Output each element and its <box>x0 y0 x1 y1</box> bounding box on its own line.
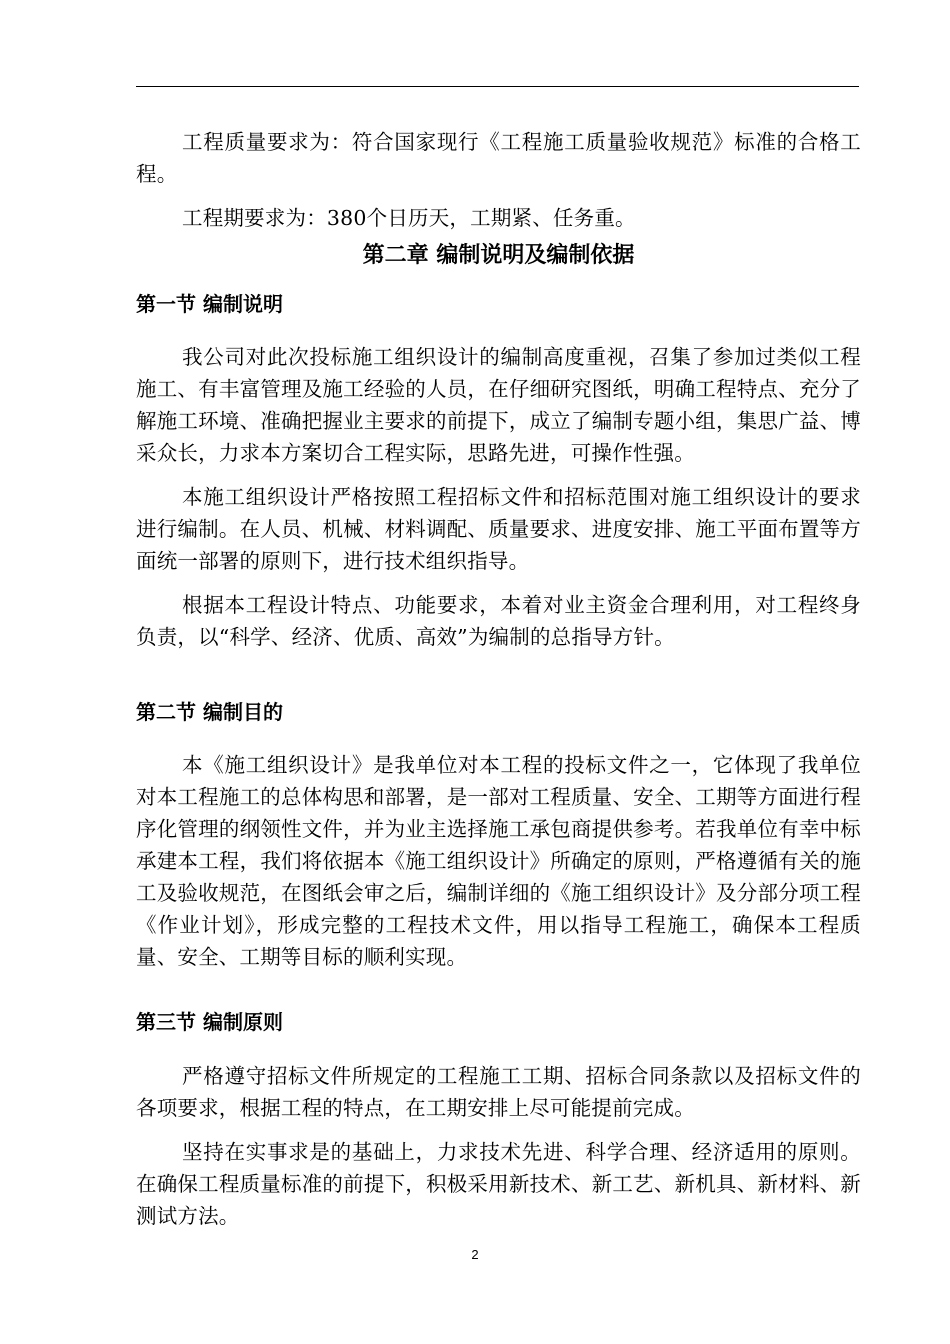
section-body <box>136 1060 861 1232</box>
paragraph: 本《施工组织设计》是我单位对本工程的投标文件之一，它体现了我单位对本工程施工的总体构思和部署，是一部对工程质量、安全、工期等方面进行程序化管理的纲领性文件，并为业主选择施工承包商提供参考。若我单位有幸中标承建本工程，我们将依据本《施工组织设计》所确定的原则，严格遵循有关的施工及验收规范，在图纸会审之后，编制详细的《施工组织设计》及分部分项工程《作业计划》，形成完整的工程技术文件，用以指导工程施工，确保本工程质量、安全、工期等目标的顺利实现。 <box>136 753 861 969</box>
section-title: 第一节 编制说明 <box>136 292 283 316</box>
paragraph: 严格遵守招标文件所规定的工程施工工期、招标合同条款以及招标文件的各项要求，根据工程的特点，在工期安排上尽可能提前完成。 <box>136 1064 861 1120</box>
section-body <box>136 341 861 653</box>
chapter-title: 第二章 编制说明及编制依据 <box>362 243 635 268</box>
section-title: 第三节 编制原则 <box>136 1010 283 1034</box>
page-number: 2 <box>471 1247 479 1262</box>
paragraph: 根据本工程设计特点、功能要求，本着对业主资金合理利用，对工程终身负责，以“科学、经济、优质、高效”为编制的总指导方针。 <box>136 593 861 649</box>
paragraph: 我公司对此次投标施工组织设计的编制高度重视，召集了参加过类似工程施工、有丰富管理及施工经验的人员，在仔细研究图纸，明确工程特点、充分了解施工环境、准确把握业主要求的前提下，成立了编制专题小组，集思广益、博采众长，力求本方案切合工程实际，思路先进，可操作性强。 <box>136 345 861 465</box>
section-title: 第二节 编制目的 <box>136 700 283 724</box>
header-rule <box>136 86 859 87</box>
top-paragraphs <box>136 126 861 234</box>
paragraph-duration: 工程期要求为：380个日历天，工期紧、任务重。 <box>182 206 636 230</box>
section-body <box>136 749 861 973</box>
paragraph: 坚持在实事求是的基础上，力求技术先进、科学合理、经济适用的原则。在确保工程质量标准的前提下，积极采用新技术、新工艺、新机具、新材料、新测试方法。 <box>136 1140 861 1228</box>
paragraph-quality: 工程质量要求为：符合国家现行《工程施工质量验收规范》标准的合格工程。 <box>136 130 861 186</box>
paragraph: 本施工组织设计严格按照工程招标文件和招标范围对施工组织设计的要求进行编制。在人员、机械、材料调配、质量要求、进度安排、施工平面布置等方面统一部署的原则下，进行技术组织指导。 <box>136 485 861 573</box>
